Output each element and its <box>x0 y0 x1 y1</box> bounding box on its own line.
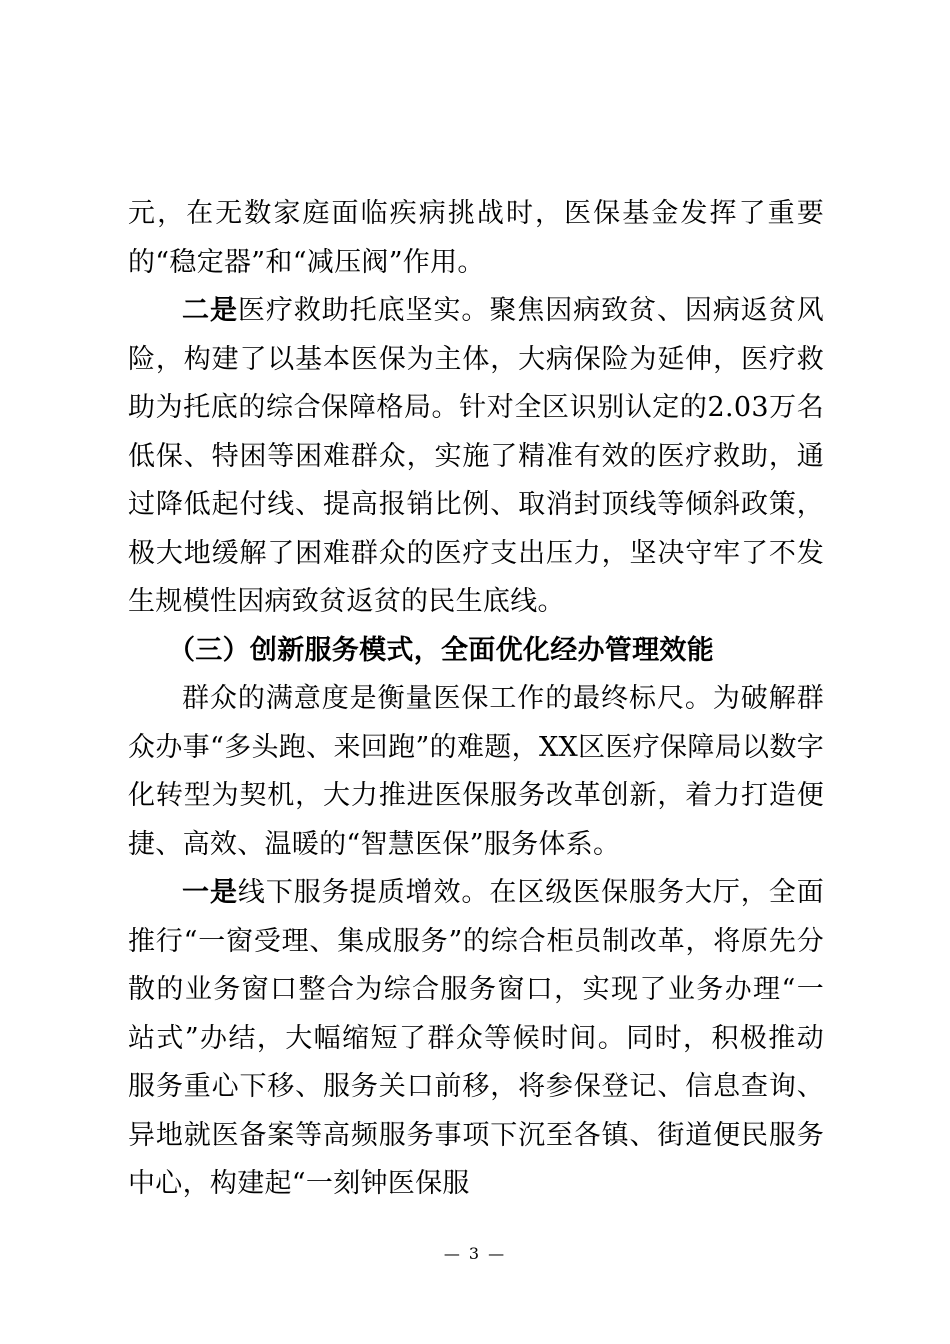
paragraph-offline-service <box>128 869 824 1209</box>
paragraph-medical-assistance <box>128 287 824 627</box>
section-heading: （三）创新服务模式，全面优化经办管理效能 <box>168 634 714 666</box>
paragraph-text: 医疗救助托底坚实。聚焦因病致贫、因病返贫风险，构建了以基本医保为主体，大病保险为延伸，医疗救助为托底的综合保障格局。针对全区识别认定的2.03万名低保、特困等困难群众，实施了精准有效的医疗救助，通过降低起付线、提高报销比例、取消封顶线等倾斜政策，极大地缓解了困难群众的医疗支出压力，坚决守牢了不发生规模性因病致贫返贫的民生底线。 <box>128 295 824 617</box>
document-body <box>128 190 824 1209</box>
paragraph-lead: 一是 <box>182 877 238 908</box>
paragraph-lead: 二是 <box>182 295 238 326</box>
paragraph-text: 群众的满意度是衡量医保工作的最终标尺。为破解群众办事“多头跑、来回跑”的难题，XX区医疗保障局以数字化转型为契机，大力推进医保服务改革创新，着力打造便捷、高效、温暖的“智慧医保”服务体系。 <box>128 683 824 860</box>
paragraph-continuation <box>128 190 824 287</box>
paragraph-text: 线下服务提质增效。在区级医保服务大厅，全面推行“一窗受理、集成服务”的综合柜员制改革，将原先分散的业务窗口整合为综合服务窗口，实现了业务办理“一站式”办结，大幅缩短了群众等候时间。同时，积极推动服务重心下移、服务关口前移，将参保登记、信息查询、异地就医备案等高频服务事项下沉至各镇、街道便民服务中心，构建起“一刻钟医保服 <box>128 877 824 1199</box>
page-number: — 3 — <box>443 1244 507 1263</box>
paragraph-intro <box>128 675 824 869</box>
paragraph-text: 元，在无数家庭面临疾病挑战时，医保基金发挥了重要的“稳定器”和“减压阀”作用。 <box>128 198 824 278</box>
